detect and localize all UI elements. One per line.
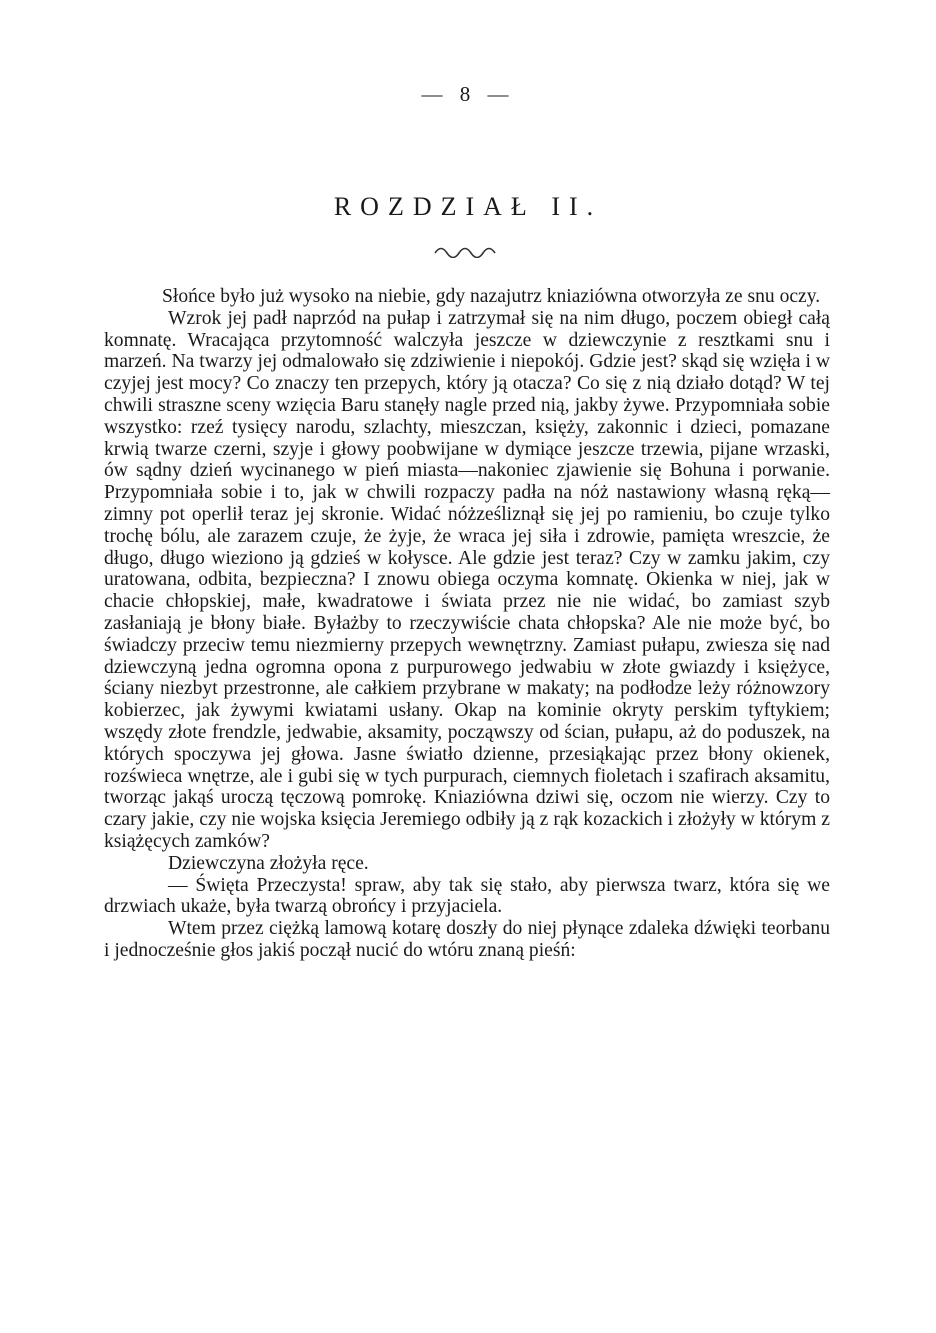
chapter-title: ROZDZIAŁ II. (333, 192, 603, 221)
paragraph-2: Wzrok jej padł naprzód na pułap i zatrzymał się na nim długo, poczem obiegł całą komnatę. Wracająca przytomność walczyła jeszcze w dziewczynie z resztkami snu i marzeń. Na twarzy jej odmalowało się zdziwienie i niepokój. Gdzie jest? skąd się wzięła i w czyjej jest mocy? Co znaczy ten przepych, który ją otacza? Co się z nią działo dotąd? W tej chwili straszne sceny wzięcia Baru stanęły nagle przed nią, jakby żywe. Przypomniała sobie wszystko: rzeź tysięcy narodu, szlachty, mieszczan, księży, zakonnic i dzieci, pomazane krwią twarze czerni, szyje i głowy poobwijane w dymiące jeszcze trzewia, pijane wrzaski, ów sądny dzień wycinanego w pień miasta—nakoniec zjawienie się Bohuna i porwanie. Przypomniała sobie i to, jak w chwili rozpaczy padła na nóż nastawiony własną ręką—zimny pot operlił teraz jej skronie. Widać nóżześliznął się jej po ramieniu, bo czuje tylko trochę bólu, ale zarazem czuje, że żyje, że wraca jej siła i zdrowie, pamięta wreszcie, że długo, długo wieziono ją gdzieś w kołysce. Ale gdzie jest teraz? Czy w zamku jakim, czy uratowana, odbita, bezpieczna? I znowu obiega oczyma komnatę. Okienka w niej, jak w chacie chłopskiej, małe, kwadratowe i świata przez nie nie widać, bo zamiast szyb zasłaniają je błony białe. Byłażby to rzeczywiście chata chłopska? Ale nie może być, bo świadczy przeciw temu niezmierny przepych wewnętrzny. Zamiast pułapu, zwiesza się nad dziewczyną jedna ogromna opona z purpurowego jedwabiu w złote gwiazdy i księżyce, ściany niezbyt przestronne, ale całkiem przybrane w makaty; na podłodze leży różnowzory kobierzec, jak żywymi kwiatami usłany. Okap na kominie okryty perskim tyftykiem; wszędy złote frendzle, jedwabie, aksamity, począwszy od ścian, pułapu, aż do poduszek, na których spoczywa jej głowa. Jasne światło dzienne, przesiąkając przez błony okienek, rozświeca wnętrze, ale i gubi się w tych purpurach, ciemnych fioletach i szafirach aksamitu, tworząc jakąś uroczą tęczową pomrokę. Kniaziówna dziwi się, oczom nie wierzy. Czy to czary jakie, czy nie wojska księcia Jeremiego odbiły ją z rąk kozackich i złożyły w którym z książęcych zamków? (104, 307, 830, 852)
paragraph-5: Wtem przez ciężką lamową kotarę doszły do niej płynące zdaleka dźwięki teorbanu i jednocześnie głos jakiś począł nucić do wtóru znaną pieśń: (104, 918, 830, 961)
wavy-ornament-icon (433, 244, 497, 258)
paragraph-3: Dziewczyna złożyła ręce. (168, 852, 369, 874)
body-text (104, 286, 830, 962)
paragraph-1: Słońce było już wysoko na niebie, gdy nazajutrz kniaziówna otworzyła ze snu oczy. (162, 286, 821, 307)
page-number: — 8 — (421, 82, 515, 106)
paragraph-4: — Święta Przeczysta! spraw, aby tak się stało, aby pierwsza twarz, która się we drzwiach ukaże, była twarzą obrońcy i przyjaciela. (104, 874, 830, 918)
